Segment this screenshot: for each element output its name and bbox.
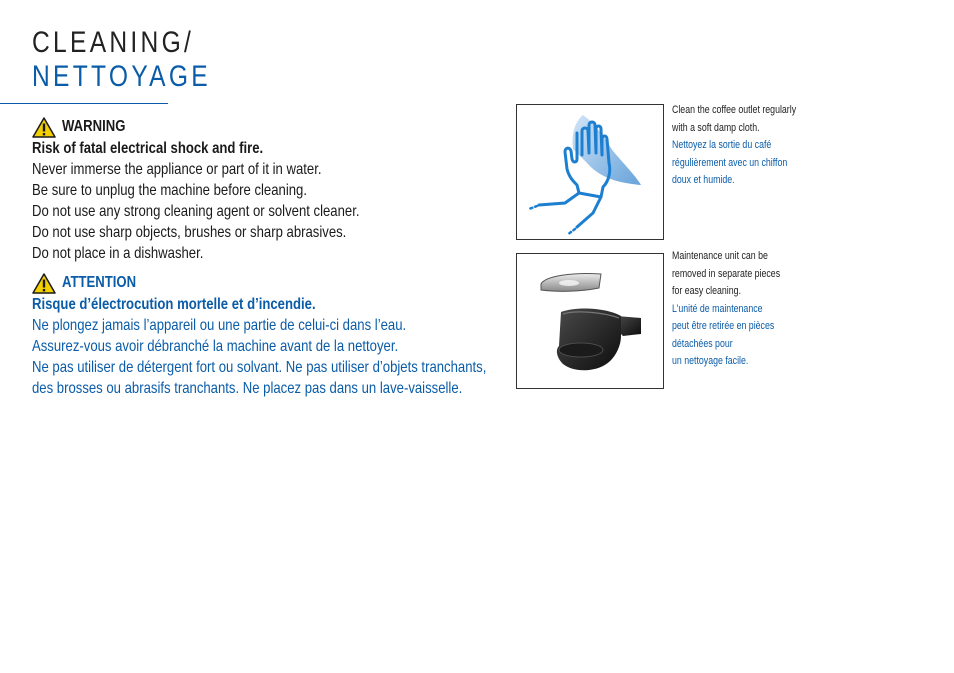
warning-triangle-icon	[32, 117, 56, 138]
caption-line-french: peut être retirée en pièces	[672, 320, 775, 332]
caption-line-english: Maintenance unit can be	[672, 250, 768, 262]
attention-heading	[32, 272, 502, 294]
caption-line-french: détachées pour	[672, 337, 733, 350]
title-underline	[0, 103, 168, 104]
page-title-english: CLEANING/	[32, 26, 195, 59]
figure-maintenance-unit	[516, 253, 664, 389]
warning-label: WARNING	[62, 118, 126, 135]
warning-line: Do not use any strong cleaning agent or solvent cleaner.	[32, 203, 360, 220]
caption-line-english: with a soft damp cloth.	[672, 121, 760, 134]
caption-line-english: for easy cleaning.	[672, 285, 741, 297]
maintenance-unit-icon	[517, 254, 663, 388]
caption-cleaning	[672, 102, 822, 190]
attention-line: des brosses ou abrasifs tranchants. Ne placez pas dans un lave-vaisselle.	[32, 380, 463, 397]
warning-heading	[32, 116, 502, 138]
attention-label: ATTENTION	[62, 274, 137, 291]
caption-line-french: doux et humide.	[672, 174, 735, 186]
caption-line-english: Clean the coffee outlet regularly	[672, 104, 797, 116]
caption-line-french: L’unité de maintenance	[672, 302, 763, 315]
page-title-french: NETTOYAGE	[32, 60, 211, 93]
caption-maintenance	[672, 248, 822, 371]
warning-triangle-icon	[32, 273, 56, 294]
attention-line: Ne pas utiliser de détergent fort ou solvant. Ne pas utiliser d’objets tranchants,	[32, 359, 487, 376]
warning-block-english	[32, 116, 502, 264]
warning-headline: Risk of fatal electrical shock and fire.	[32, 140, 264, 157]
caption-line-french: régulièrement avec un chiffon	[672, 156, 788, 169]
attention-headline: Risque d’électrocution mortelle et d’incendie.	[32, 296, 316, 313]
caption-line-french: Nettoyez la sortie du café	[672, 139, 772, 151]
attention-line: Ne plongez jamais l’appareil ou une partie de celui-ci dans l’eau.	[32, 317, 407, 334]
caption-line-english: removed in separate pieces	[672, 267, 781, 280]
warning-line: Be sure to unplug the machine before cleaning.	[32, 182, 307, 199]
warning-block-french	[32, 272, 502, 399]
warning-line: Do not place in a dishwasher.	[32, 245, 204, 262]
caption-line-french: un nettoyage facile.	[672, 355, 749, 367]
hand-wiping-cloth-icon	[517, 105, 663, 239]
warning-line: Do not use sharp objects, brushes or sharp abrasives.	[32, 224, 347, 241]
figure-cleaning-cloth	[516, 104, 664, 240]
page-title	[32, 26, 250, 94]
attention-line: Assurez-vous avoir débranché la machine avant de la nettoyer.	[32, 338, 399, 355]
warning-line: Never immerse the appliance or part of it in water.	[32, 161, 322, 178]
